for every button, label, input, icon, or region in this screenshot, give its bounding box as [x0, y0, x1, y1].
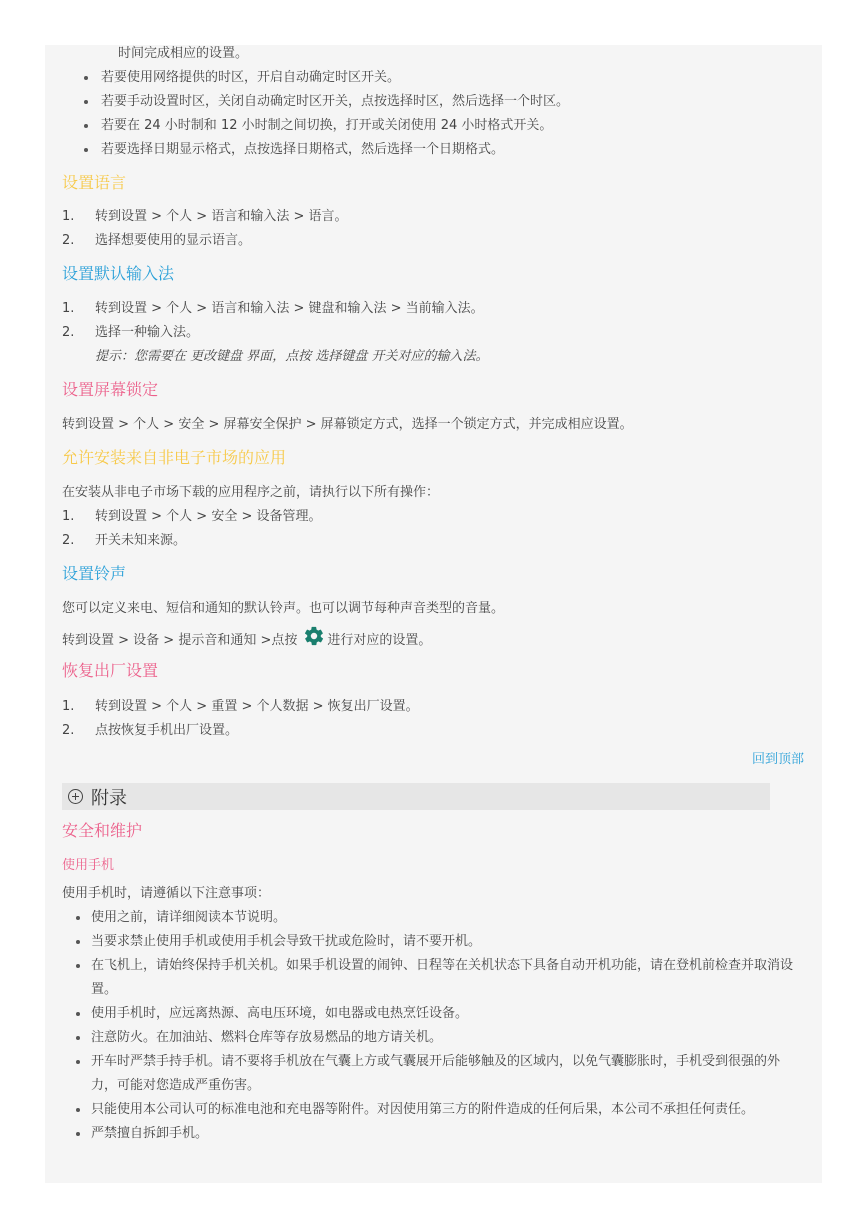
back-to-top-link[interactable]: 回到顶部: [751, 752, 804, 767]
step-text: 转到设置 > 个人 > 语言和输入法 > 语言。: [95, 209, 348, 224]
safety-intro: 使用手机时，请遵循以下注意事项：: [62, 886, 271, 901]
plus-circle-icon[interactable]: [68, 789, 83, 804]
list-item: 若要选择日期显示格式，点按选择日期格式，然后选择一个日期格式。: [62, 138, 812, 162]
safety-bullet-list: [62, 906, 802, 1146]
list-item: 在飞机上，请始终保持手机关机。如果手机设置的闹钟、日程等在关机状态下具备自动开机功能，请在登机前检查并取消设置。: [62, 954, 802, 1002]
list-item: 若要使用网络提供的时区，开启自动确定时区开关。: [62, 66, 812, 90]
screen-lock-text: 转到设置 > 个人 > 安全 > 屏幕安全保护 > 屏幕锁定方式，选择一个锁定方式，并完成相应设置。: [62, 417, 633, 432]
appendix-label: 附录: [91, 787, 127, 809]
tip-text: 提示：您需要在 更改键盘 界面，点按 选择键盘 开关对应的输入法。: [95, 349, 489, 364]
list-item: [62, 205, 812, 229]
list-item: [62, 719, 812, 743]
language-steps: [62, 205, 812, 253]
section-title-factory-reset: 恢复出厂设置: [62, 661, 159, 680]
unknown-sources-intro: 在安装从非电子市场下载的应用程序之前，请执行以下所有操作：: [62, 485, 440, 500]
list-item: 使用之前，请详细阅读本节说明。: [62, 906, 802, 930]
ringtone-instruction-before: 转到设置 > 设备 > 提示音和通知 >点按: [62, 633, 298, 648]
appendix-header[interactable]: [62, 783, 770, 810]
step-text: 转到设置 > 个人 > 安全 > 设备管理。: [95, 509, 322, 524]
step-text: 选择一种输入法。: [95, 325, 200, 340]
step-text: 开关未知来源。: [95, 533, 187, 548]
step-text: 选择想要使用的显示语言。: [95, 233, 252, 248]
step-number: 1.: [62, 301, 75, 316]
section-title-ringtone: 设置铃声: [62, 564, 127, 583]
step-text: 转到设置 > 个人 > 语言和输入法 > 键盘和输入法 > 当前输入法。: [95, 301, 484, 316]
step-number: 2.: [62, 325, 75, 340]
section-title-screen-lock: 设置屏幕锁定: [62, 380, 159, 399]
list-item: 注意防火。在加油站、燃料仓库等存放易燃品的地方请关机。: [62, 1026, 802, 1050]
list-item: 若要在 24 小时制和 12 小时制之间切换，打开或关闭使用 24 小时格式开关。: [62, 114, 812, 138]
list-item: 若要手动设置时区，关闭自动确定时区开关，点按选择时区，然后选择一个时区。: [62, 90, 812, 114]
document-page: [45, 45, 822, 1183]
list-item: 使用手机时，应远离热源、高电压环境，如电器或电热烹饪设备。: [62, 1002, 802, 1026]
gear-icon: [303, 625, 325, 647]
step-number: 1.: [62, 699, 75, 714]
list-item: [62, 229, 812, 253]
section-title-language: 设置语言: [62, 173, 127, 192]
section-title-unknown-sources: 允许安装来自非电子市场的应用: [62, 448, 287, 467]
ringtone-instruction-after: 进行对应的设置。: [327, 633, 432, 648]
section-title-safety: 安全和维护: [62, 821, 143, 840]
input-method-steps: [62, 297, 812, 345]
list-item: 只能使用本公司认可的标准电池和充电器等附件。对因使用第三方的附件造成的任何后果，本公司不承担任何责任。: [62, 1098, 802, 1122]
section-title-input-method: 设置默认输入法: [62, 264, 175, 283]
list-item: [62, 695, 812, 719]
step-number: 2.: [62, 723, 75, 738]
step-text: 点按恢复手机出厂设置。: [95, 723, 239, 738]
list-item: [62, 321, 812, 345]
ringtone-instruction: [62, 625, 812, 653]
continuation-text: 时间完成相应的设置。: [118, 46, 249, 61]
step-number: 1.: [62, 209, 75, 224]
list-item: [62, 529, 812, 553]
list-item: [62, 297, 812, 321]
list-item: [62, 505, 812, 529]
subsection-title-use-phone: 使用手机: [62, 858, 115, 873]
step-number: 2.: [62, 233, 75, 248]
timezone-bullet-list: [62, 66, 812, 162]
unknown-sources-steps: [62, 505, 812, 553]
factory-reset-steps: [62, 695, 812, 743]
step-number: 2.: [62, 533, 75, 548]
step-text: 转到设置 > 个人 > 重置 > 个人数据 > 恢复出厂设置。: [95, 699, 419, 714]
list-item: 严禁擅自拆卸手机。: [62, 1122, 802, 1146]
step-number: 1.: [62, 509, 75, 524]
list-item: 开车时严禁手持手机。请不要将手机放在气囊上方或气囊展开后能够触及的区域内，以免气囊膨胀时，手机受到很强的外力，可能对您造成严重伤害。: [62, 1050, 802, 1098]
ringtone-text: 您可以定义来电、短信和通知的默认铃声。也可以调节每种声音类型的音量。: [62, 601, 505, 616]
list-item: 当要求禁止使用手机或使用手机会导致干扰或危险时，请不要开机。: [62, 930, 802, 954]
